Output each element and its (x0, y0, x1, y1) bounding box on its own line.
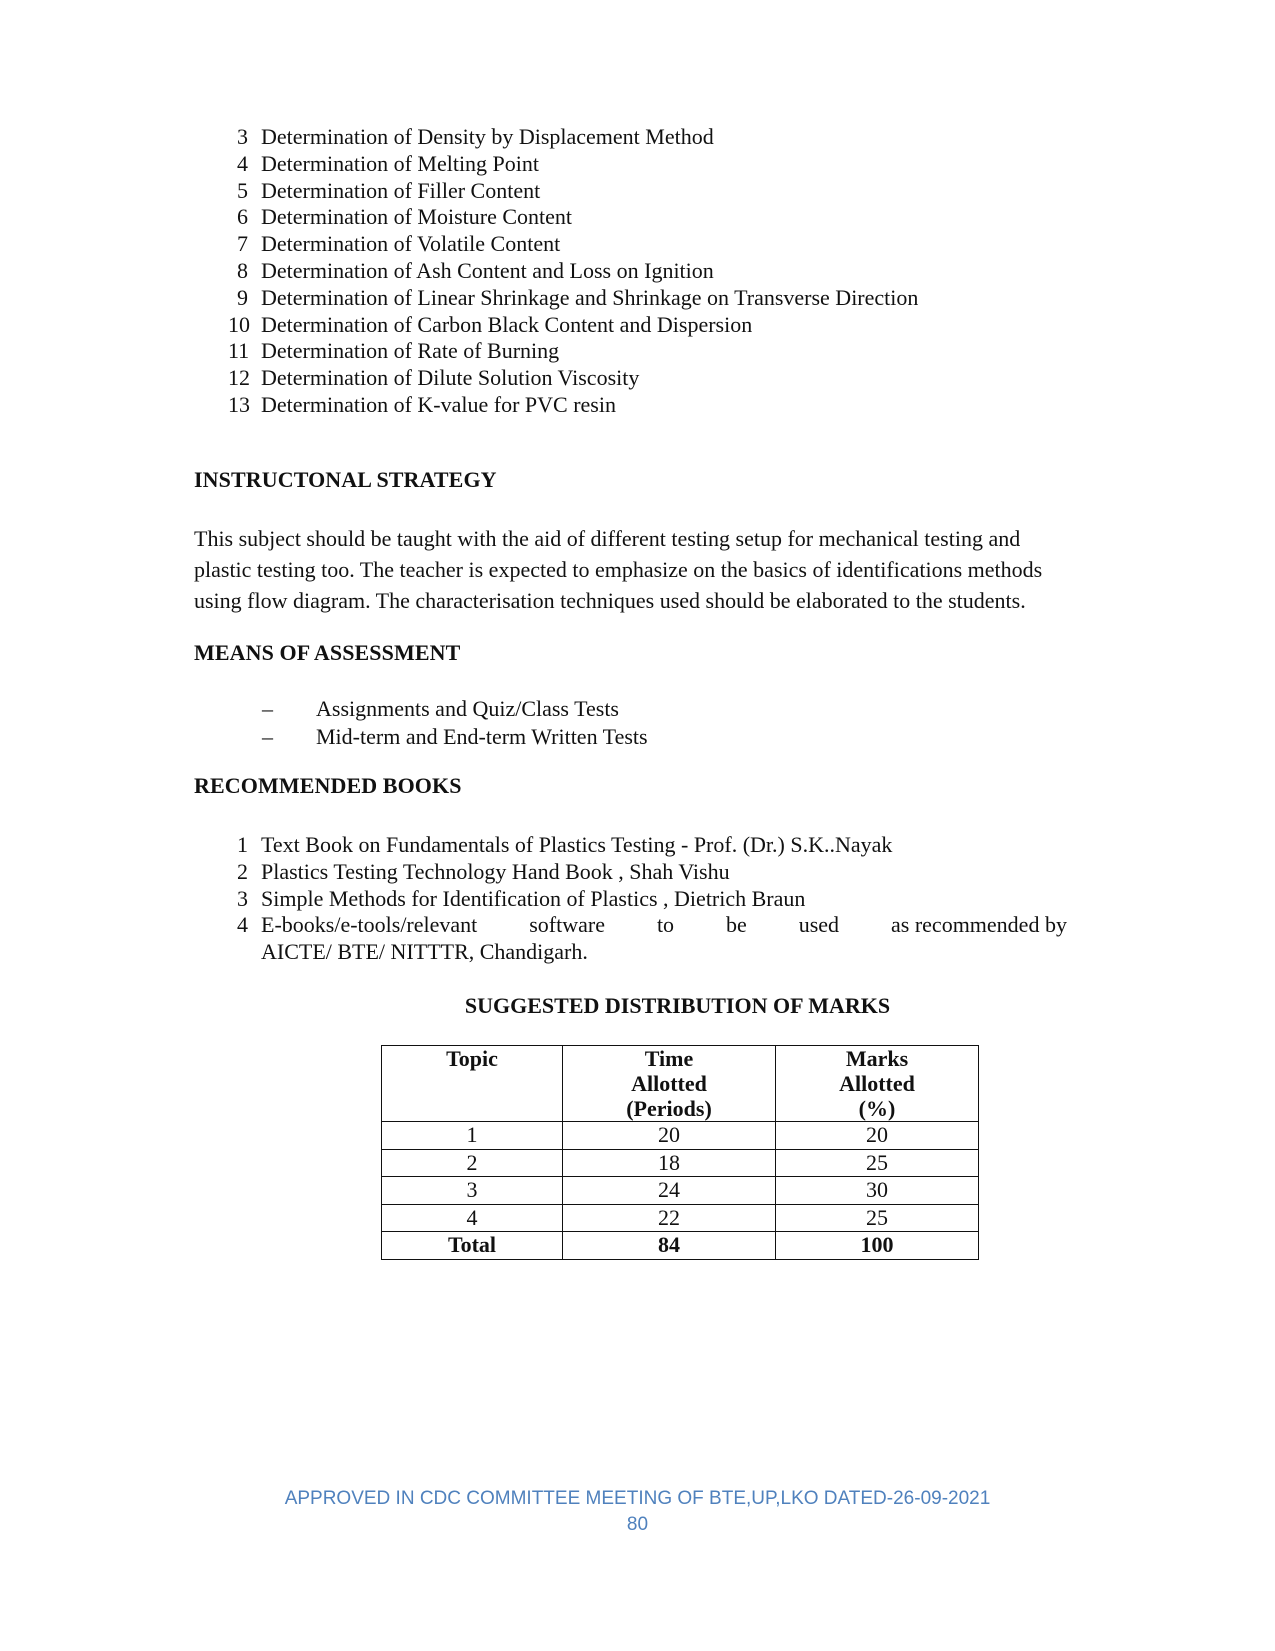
item-text: Determination of Rate of Burning (261, 338, 560, 364)
item-text: Simple Methods for Identification of Plastics , Dietrich Braun (261, 885, 806, 911)
section-heading-books: RECOMMENDED BOOKS (194, 773, 462, 798)
cell-marks: 25 (776, 1149, 979, 1177)
item-number: 12 (228, 365, 250, 391)
cell-total-label: Total (382, 1232, 563, 1260)
word: be (726, 912, 747, 938)
page-number: 80 (626, 1514, 649, 1535)
header-text: Allotted (631, 1071, 707, 1096)
table-row (382, 1204, 979, 1232)
list-item (228, 338, 1048, 365)
cell-marks: 25 (776, 1204, 979, 1232)
list-item (228, 912, 1088, 966)
book-list (228, 832, 1088, 966)
item-number: 2 (237, 858, 248, 884)
list-item (262, 723, 648, 751)
item-text: Plastics Testing Technology Hand Book , Shah Vishu (261, 858, 730, 884)
item-text: Determination of K-value for PVC resin (261, 391, 616, 417)
list-item (228, 178, 1048, 205)
section-heading-instructional-strategy: INSTRUCTONAL STRATEGY (194, 467, 497, 492)
table-header-row (382, 1046, 979, 1122)
header-text: Topic (446, 1046, 498, 1071)
item-text: Determination of Linear Shrinkage and Shrinkage on Transverse Direction (261, 284, 919, 310)
item-number: 11 (228, 338, 250, 364)
item-text: Determination of Melting Point (261, 150, 540, 176)
table-total-row (382, 1232, 979, 1260)
word: software (529, 912, 605, 938)
item-number: 5 (237, 177, 248, 203)
item-text: Determination of Density by Displacement Method (261, 124, 714, 149)
item-text: Determination of Moisture Content (261, 204, 572, 230)
item-text: Determination of Dilute Solution Viscosity (261, 365, 640, 391)
list-item (228, 151, 1048, 178)
table-row (382, 1149, 979, 1177)
item-number: 3 (237, 124, 248, 149)
section-heading-assessment: MEANS OF ASSESSMENT (194, 640, 461, 665)
item-text: Mid-term and End-term Written Tests (316, 724, 648, 749)
list-item (228, 258, 1048, 285)
cell-time: 22 (563, 1204, 776, 1232)
header-time-allotted (563, 1046, 776, 1122)
list-item (228, 204, 1048, 231)
cell-time: 20 (563, 1122, 776, 1150)
item-text: Determination of Volatile Content (261, 231, 561, 257)
cell-topic: 4 (382, 1204, 563, 1232)
cell-marks: 20 (776, 1122, 979, 1150)
item-number: 8 (237, 257, 248, 283)
list-item (262, 695, 648, 723)
header-text: Marks (845, 1046, 909, 1071)
cell-time: 24 (563, 1177, 776, 1205)
item-number: 6 (237, 204, 248, 230)
word: as recommended by (891, 912, 1067, 938)
word: to (656, 912, 675, 938)
continuation-line: AICTE/ BTE/ NITTTR, Chandigarh. (261, 939, 588, 965)
list-item (228, 886, 1088, 913)
cell-topic: 2 (382, 1149, 563, 1177)
item-text: Assignments and Quiz/Class Tests (316, 696, 619, 721)
experiment-list (228, 124, 1048, 419)
item-number: 4 (237, 150, 248, 176)
list-item (228, 365, 1048, 392)
list-item (228, 859, 1088, 886)
cell-time: 18 (563, 1149, 776, 1177)
marks-distribution-table (381, 1045, 979, 1260)
list-item (228, 124, 1048, 151)
dash-bullet: – (262, 696, 273, 721)
cell-total-marks: 100 (776, 1232, 979, 1260)
header-text: Allotted (839, 1071, 915, 1096)
item-number: 1 (237, 832, 248, 857)
header-text: (%) (858, 1096, 896, 1121)
cell-topic: 1 (382, 1122, 563, 1150)
item-number: 13 (228, 391, 250, 417)
cell-total-time: 84 (563, 1232, 776, 1260)
justified-line (261, 912, 1067, 939)
item-number: 9 (237, 284, 248, 310)
dash-bullet: – (262, 724, 273, 749)
footer-approval-note: APPROVED IN CDC COMMITTEE MEETING OF BTE,UP,LKO DATED-26-09-2021 (284, 1488, 991, 1509)
list-item (228, 285, 1048, 312)
cell-marks: 30 (776, 1177, 979, 1205)
word: E-books/e-tools/relevant (261, 912, 478, 938)
item-text: Determination of Ash Content and Loss on Ignition (261, 257, 714, 283)
item-number: 3 (237, 885, 248, 911)
table-row (382, 1177, 979, 1205)
list-item (228, 392, 1048, 419)
table-row (382, 1122, 979, 1150)
header-marks-allotted (776, 1046, 979, 1122)
list-item (228, 231, 1048, 258)
item-text: Determination of Filler Content (261, 177, 541, 203)
table-title: SUGGESTED DISTRIBUTION OF MARKS (464, 993, 891, 1018)
item-number: 7 (237, 231, 248, 257)
header-topic (382, 1046, 563, 1122)
item-text: Determination of Carbon Black Content and Dispersion (261, 311, 753, 337)
header-text: (Periods) (626, 1096, 712, 1121)
item-text: Text Book on Fundamentals of Plastics Testing - Prof. (Dr.) S.K..Nayak (261, 832, 893, 857)
item-text (261, 912, 1067, 966)
header-text: Time (644, 1046, 694, 1071)
list-item (228, 832, 1088, 859)
item-number: 4 (237, 912, 248, 938)
list-item (228, 312, 1048, 339)
cell-topic: 3 (382, 1177, 563, 1205)
word: used (798, 912, 840, 938)
instructional-strategy-paragraph: This subject should be taught with the aid of different testing setup for mechanical testing and plastic testing too. The teacher is expected to emphasize on the basics of identifications methods using flow diagram. The characterisation techniques used should be elaborated to the students. (194, 526, 1043, 613)
assessment-list (262, 695, 648, 751)
item-number: 10 (228, 311, 250, 337)
